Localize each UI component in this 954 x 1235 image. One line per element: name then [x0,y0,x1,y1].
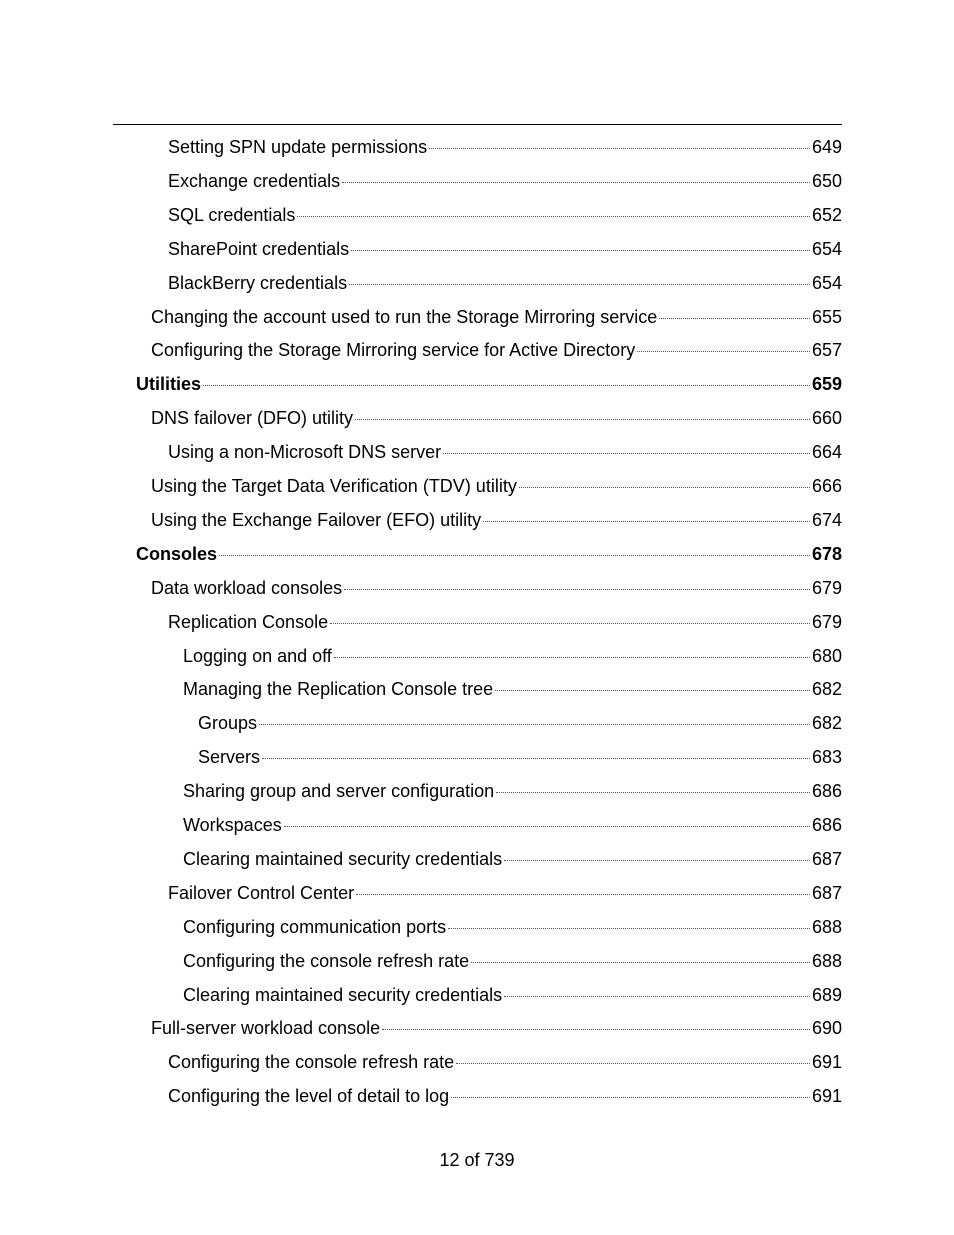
toc-entry[interactable] [168,164,842,198]
dot-leader [519,487,810,488]
toc-entry-title: Failover Control Center [168,882,355,903]
toc-entry[interactable] [168,1045,842,1079]
toc-entry-title: SQL credentials [168,204,296,225]
toc-entry-page-number: 652 [811,204,842,225]
toc-entry-title: Sharing group and server configuration [183,781,495,802]
dot-leader [284,826,810,827]
toc-entry-title: Configuring communication ports [183,916,447,937]
toc-entry-page-number: 674 [811,509,842,530]
toc-entry[interactable] [198,740,842,774]
toc-entry-page-number: 650 [811,170,842,191]
toc-entry-page-number: 689 [811,984,842,1005]
toc-entry-title: Groups [198,713,258,734]
toc-entry[interactable] [168,130,842,164]
toc-entry[interactable] [168,266,842,300]
dot-leader [351,250,810,251]
toc-entry-title: Managing the Replication Console tree [183,679,494,700]
toc-entry-title: Using the Target Data Verification (TDV) utility [151,476,517,496]
dot-leader [330,623,810,624]
toc-entry[interactable] [168,198,842,232]
toc-entry-page-number: 660 [811,408,842,429]
toc-entry-page-number: 688 [811,950,842,971]
toc-entry-page-number: 659 [811,374,842,395]
dot-leader [483,521,810,522]
dot-leader [495,690,810,691]
dot-leader [471,962,810,963]
dot-leader [443,453,810,454]
toc-entry-page-number: 682 [811,679,842,700]
dot-leader [334,657,810,658]
toc-entry[interactable] [168,232,842,266]
toc-entry[interactable] [151,571,842,605]
toc-entry-page-number: 655 [811,306,842,327]
toc-entry[interactable] [168,876,842,910]
dot-leader [504,860,810,861]
dot-leader [203,385,810,386]
toc-entry-page-number: 657 [811,340,842,361]
toc-entry[interactable] [168,435,842,469]
toc-entry-page-number: 666 [811,476,842,496]
toc-entry[interactable] [168,605,842,639]
toc-entry-page-number: 664 [811,442,842,463]
toc-entry[interactable] [183,808,842,842]
toc-entry-title: SharePoint credentials [168,238,350,259]
toc-entry-title: Replication Console [168,611,329,632]
toc-entry-page-number: 679 [811,611,842,632]
toc-entry-page-number: 683 [811,747,842,768]
toc-entry-page-number: 691 [811,1052,842,1073]
dot-leader [349,284,810,285]
toc-entry-page-number: 654 [811,238,842,259]
toc-entry-title: Utilities [136,374,202,395]
dot-leader [382,1029,810,1030]
dot-leader [637,351,810,352]
dot-leader [429,148,810,149]
toc-entry-page-number: 649 [811,137,842,157]
dot-leader [448,928,810,929]
toc-entry[interactable] [151,300,842,334]
dot-leader [344,589,810,590]
toc-entry-title: Workspaces [183,815,282,835]
toc-entry-title: Consoles [136,543,218,564]
toc-entry[interactable] [183,774,842,808]
dot-leader [342,182,810,183]
toc-entry-page-number: 690 [811,1018,842,1039]
toc-entry-title: DNS failover (DFO) utility [151,408,354,429]
toc-entry-title: Configuring the Storage Mirroring service for Active Directory [151,340,636,361]
toc-entry-title: Servers [198,747,261,768]
toc-entry[interactable] [151,401,842,435]
toc-entry[interactable] [183,639,842,673]
toc-entry[interactable] [151,333,842,367]
page-number: 12 of 739 [439,1150,515,1170]
toc-entry-title: Clearing maintained security credentials [183,848,503,869]
toc-entry-title: Data workload consoles [151,577,343,598]
toc-entry-page-number: 678 [811,543,842,564]
toc-entry[interactable] [151,469,842,503]
toc-entry-title: Clearing maintained security credentials [183,984,503,1005]
toc-entry-page-number: 686 [811,781,842,802]
toc-entry-title: Full-server workload console [151,1018,381,1039]
dot-leader [262,758,810,759]
toc-entry[interactable] [183,842,842,876]
toc-entry[interactable] [183,910,842,944]
header-rule [113,124,842,125]
toc-entry[interactable] [183,944,842,978]
toc-entry-title: Configuring the level of detail to log [168,1086,450,1107]
dot-leader [496,792,810,793]
toc-entry-page-number: 687 [811,848,842,869]
toc-entry-title: Setting SPN update permissions [168,137,428,157]
toc-entry-title: Logging on and off [183,645,332,666]
toc-entry-page-number: 687 [811,882,842,903]
toc-entry-title: Using a non-Microsoft DNS server [168,442,442,463]
toc-entry-page-number: 679 [811,577,842,598]
dot-leader [259,724,810,725]
toc-entry-page-number: 680 [811,645,842,666]
dot-leader [451,1097,810,1098]
toc-entry-title: Configuring the console refresh rate [168,1052,455,1073]
toc-entry-page-number: 688 [811,916,842,937]
dot-leader [219,555,810,556]
toc-entry-title: Configuring the console refresh rate [183,950,470,971]
toc-entry-page-number: 654 [811,272,842,293]
toc-entry-page-number: 682 [811,713,842,734]
dot-leader [504,996,810,997]
dot-leader [356,894,810,895]
toc-entry-page-number: 691 [811,1086,842,1107]
toc-entry[interactable] [151,1011,842,1045]
toc-entry-title: Exchange credentials [168,170,341,191]
toc-entry-page-number: 686 [811,815,842,835]
dot-leader [456,1063,810,1064]
toc-entry-title: Changing the account used to run the Storage Mirroring service [151,306,658,327]
dot-leader [355,419,810,420]
toc-entry[interactable] [198,706,842,740]
toc-entry[interactable] [136,367,842,401]
toc-entry[interactable] [183,978,842,1012]
toc-entry[interactable] [168,1079,842,1113]
toc-entry[interactable] [183,672,842,706]
toc-entry-title: Using the Exchange Failover (EFO) utility [151,509,482,530]
toc-entry-title: BlackBerry credentials [168,272,348,293]
toc-entry[interactable] [151,503,842,537]
dot-leader [659,318,810,319]
toc-entry[interactable] [136,537,842,571]
dot-leader [297,216,810,217]
